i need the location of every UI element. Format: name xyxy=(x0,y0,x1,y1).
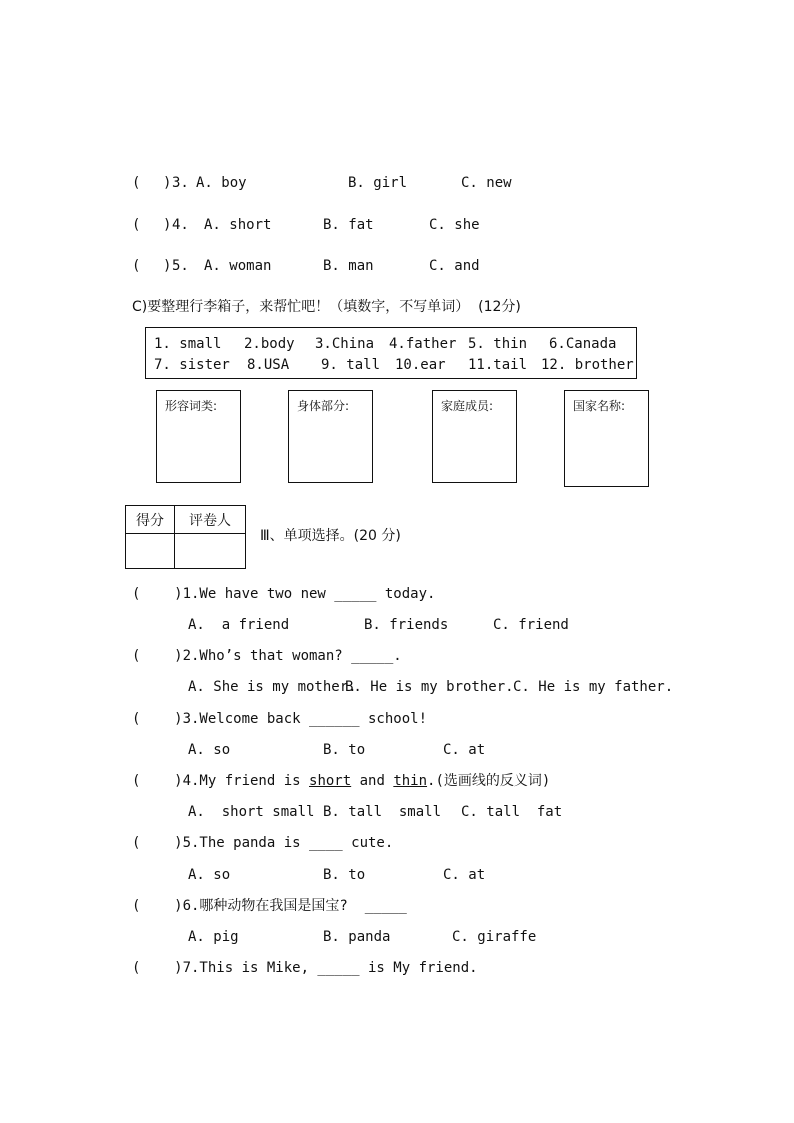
word-bank-item: 6.Canada xyxy=(549,336,617,352)
answer-paren[interactable]: ( xyxy=(132,217,141,233)
option-c: C. giraffe xyxy=(452,929,537,945)
answer-paren-close: ) xyxy=(163,258,172,274)
item-number: 3. xyxy=(172,175,189,191)
item-number: 4. xyxy=(172,217,189,233)
question-stem xyxy=(132,772,550,790)
category-label: 身体部分: xyxy=(297,399,350,413)
option-c: C. tall fat xyxy=(461,804,563,820)
option-a: A. She is my mother. xyxy=(188,679,357,695)
answer-paren-close: ) xyxy=(163,175,172,191)
word-bank-item: 9. tall xyxy=(321,357,381,373)
item-number: 5. xyxy=(172,258,189,274)
category-label: 形容词类: xyxy=(165,399,218,413)
question-stem: ( )3.Welcome back ______ school! xyxy=(132,711,428,727)
grader-header: 评卷人 xyxy=(175,506,246,534)
category-box-adjectives[interactable] xyxy=(156,390,241,483)
option-c: C. friend xyxy=(493,617,569,633)
category-box-family[interactable] xyxy=(432,390,517,483)
option-a: A. short xyxy=(204,217,272,233)
question-stem: ( )5.The panda is ____ cute. xyxy=(132,835,394,851)
word-bank-box xyxy=(145,327,637,379)
word-bank-item: 11.tail xyxy=(468,357,528,373)
option-c: C. at xyxy=(443,867,486,883)
option-b: B. to xyxy=(323,742,366,758)
answer-paren[interactable]: ( xyxy=(132,175,141,191)
option-c: C. at xyxy=(443,742,486,758)
category-label: 家庭成员: xyxy=(441,399,494,413)
option-a: A. short small xyxy=(188,804,315,820)
question-stem: ( )7.This is Mike, _____ is My friend. xyxy=(132,960,478,976)
option-b: B. man xyxy=(323,258,374,274)
section-c-title: C)要整理行李箱子，来帮忙吧！（填数字，不写单词） (12分) xyxy=(132,299,521,315)
word-bank-item: 8.USA xyxy=(247,357,290,373)
stem-text: ( )4.My friend is xyxy=(132,773,310,789)
word-bank-item: 12. brother xyxy=(541,357,634,373)
answer-paren[interactable]: ( xyxy=(132,258,141,274)
option-c: C. He is my father. xyxy=(513,679,674,695)
option-b: B. tall small xyxy=(323,804,442,820)
word-bank-item: 2.body xyxy=(244,336,295,352)
option-b: B. friends xyxy=(364,617,449,633)
option-b: B. panda xyxy=(323,929,391,945)
category-box-countries[interactable] xyxy=(564,390,649,487)
option-c: C. and xyxy=(429,258,480,274)
answer-paren-close: ) xyxy=(163,217,172,233)
score-table xyxy=(125,505,246,569)
option-a: A. so xyxy=(188,742,231,758)
word-bank-item: 4.father xyxy=(389,336,457,352)
option-a: A. a friend xyxy=(188,617,290,633)
option-b: B. to xyxy=(323,867,366,883)
score-header: 得分 xyxy=(126,506,175,534)
question-stem: ( )2.Who’s that woman? _____. xyxy=(132,648,402,664)
question-stem: ( )1.We have two new _____ today. xyxy=(132,586,436,602)
word-bank-item: 7. sister xyxy=(154,357,230,373)
option-b: B. He is my brother. xyxy=(345,679,514,695)
stem-text: and xyxy=(351,773,394,789)
stem-text: .(选画线的反义词) xyxy=(427,773,551,789)
option-a: A. woman xyxy=(204,258,272,274)
question-stem: ( )6.哪种动物在我国是国宝? _____ xyxy=(132,898,407,914)
option-c: C. new xyxy=(461,175,512,191)
option-a: A. pig xyxy=(188,929,239,945)
option-a: A. boy xyxy=(196,175,247,191)
score-cell[interactable] xyxy=(126,534,175,569)
category-box-body-parts[interactable] xyxy=(288,390,373,483)
option-c: C. she xyxy=(429,217,480,233)
option-b: B. fat xyxy=(323,217,374,233)
word-bank-item: 3.China xyxy=(315,336,375,352)
underlined-word: short xyxy=(309,773,352,789)
option-b: B. girl xyxy=(348,175,408,191)
word-bank-item: 5. thin xyxy=(468,336,528,352)
section-3-title: Ⅲ、单项选择。(20 分) xyxy=(260,528,401,544)
underlined-word: thin xyxy=(393,773,428,789)
word-bank-item: 10.ear xyxy=(395,357,446,373)
grader-cell[interactable] xyxy=(175,534,246,569)
category-label: 国家名称: xyxy=(573,399,626,413)
word-bank-item: 1. small xyxy=(154,336,222,352)
option-a: A. so xyxy=(188,867,231,883)
